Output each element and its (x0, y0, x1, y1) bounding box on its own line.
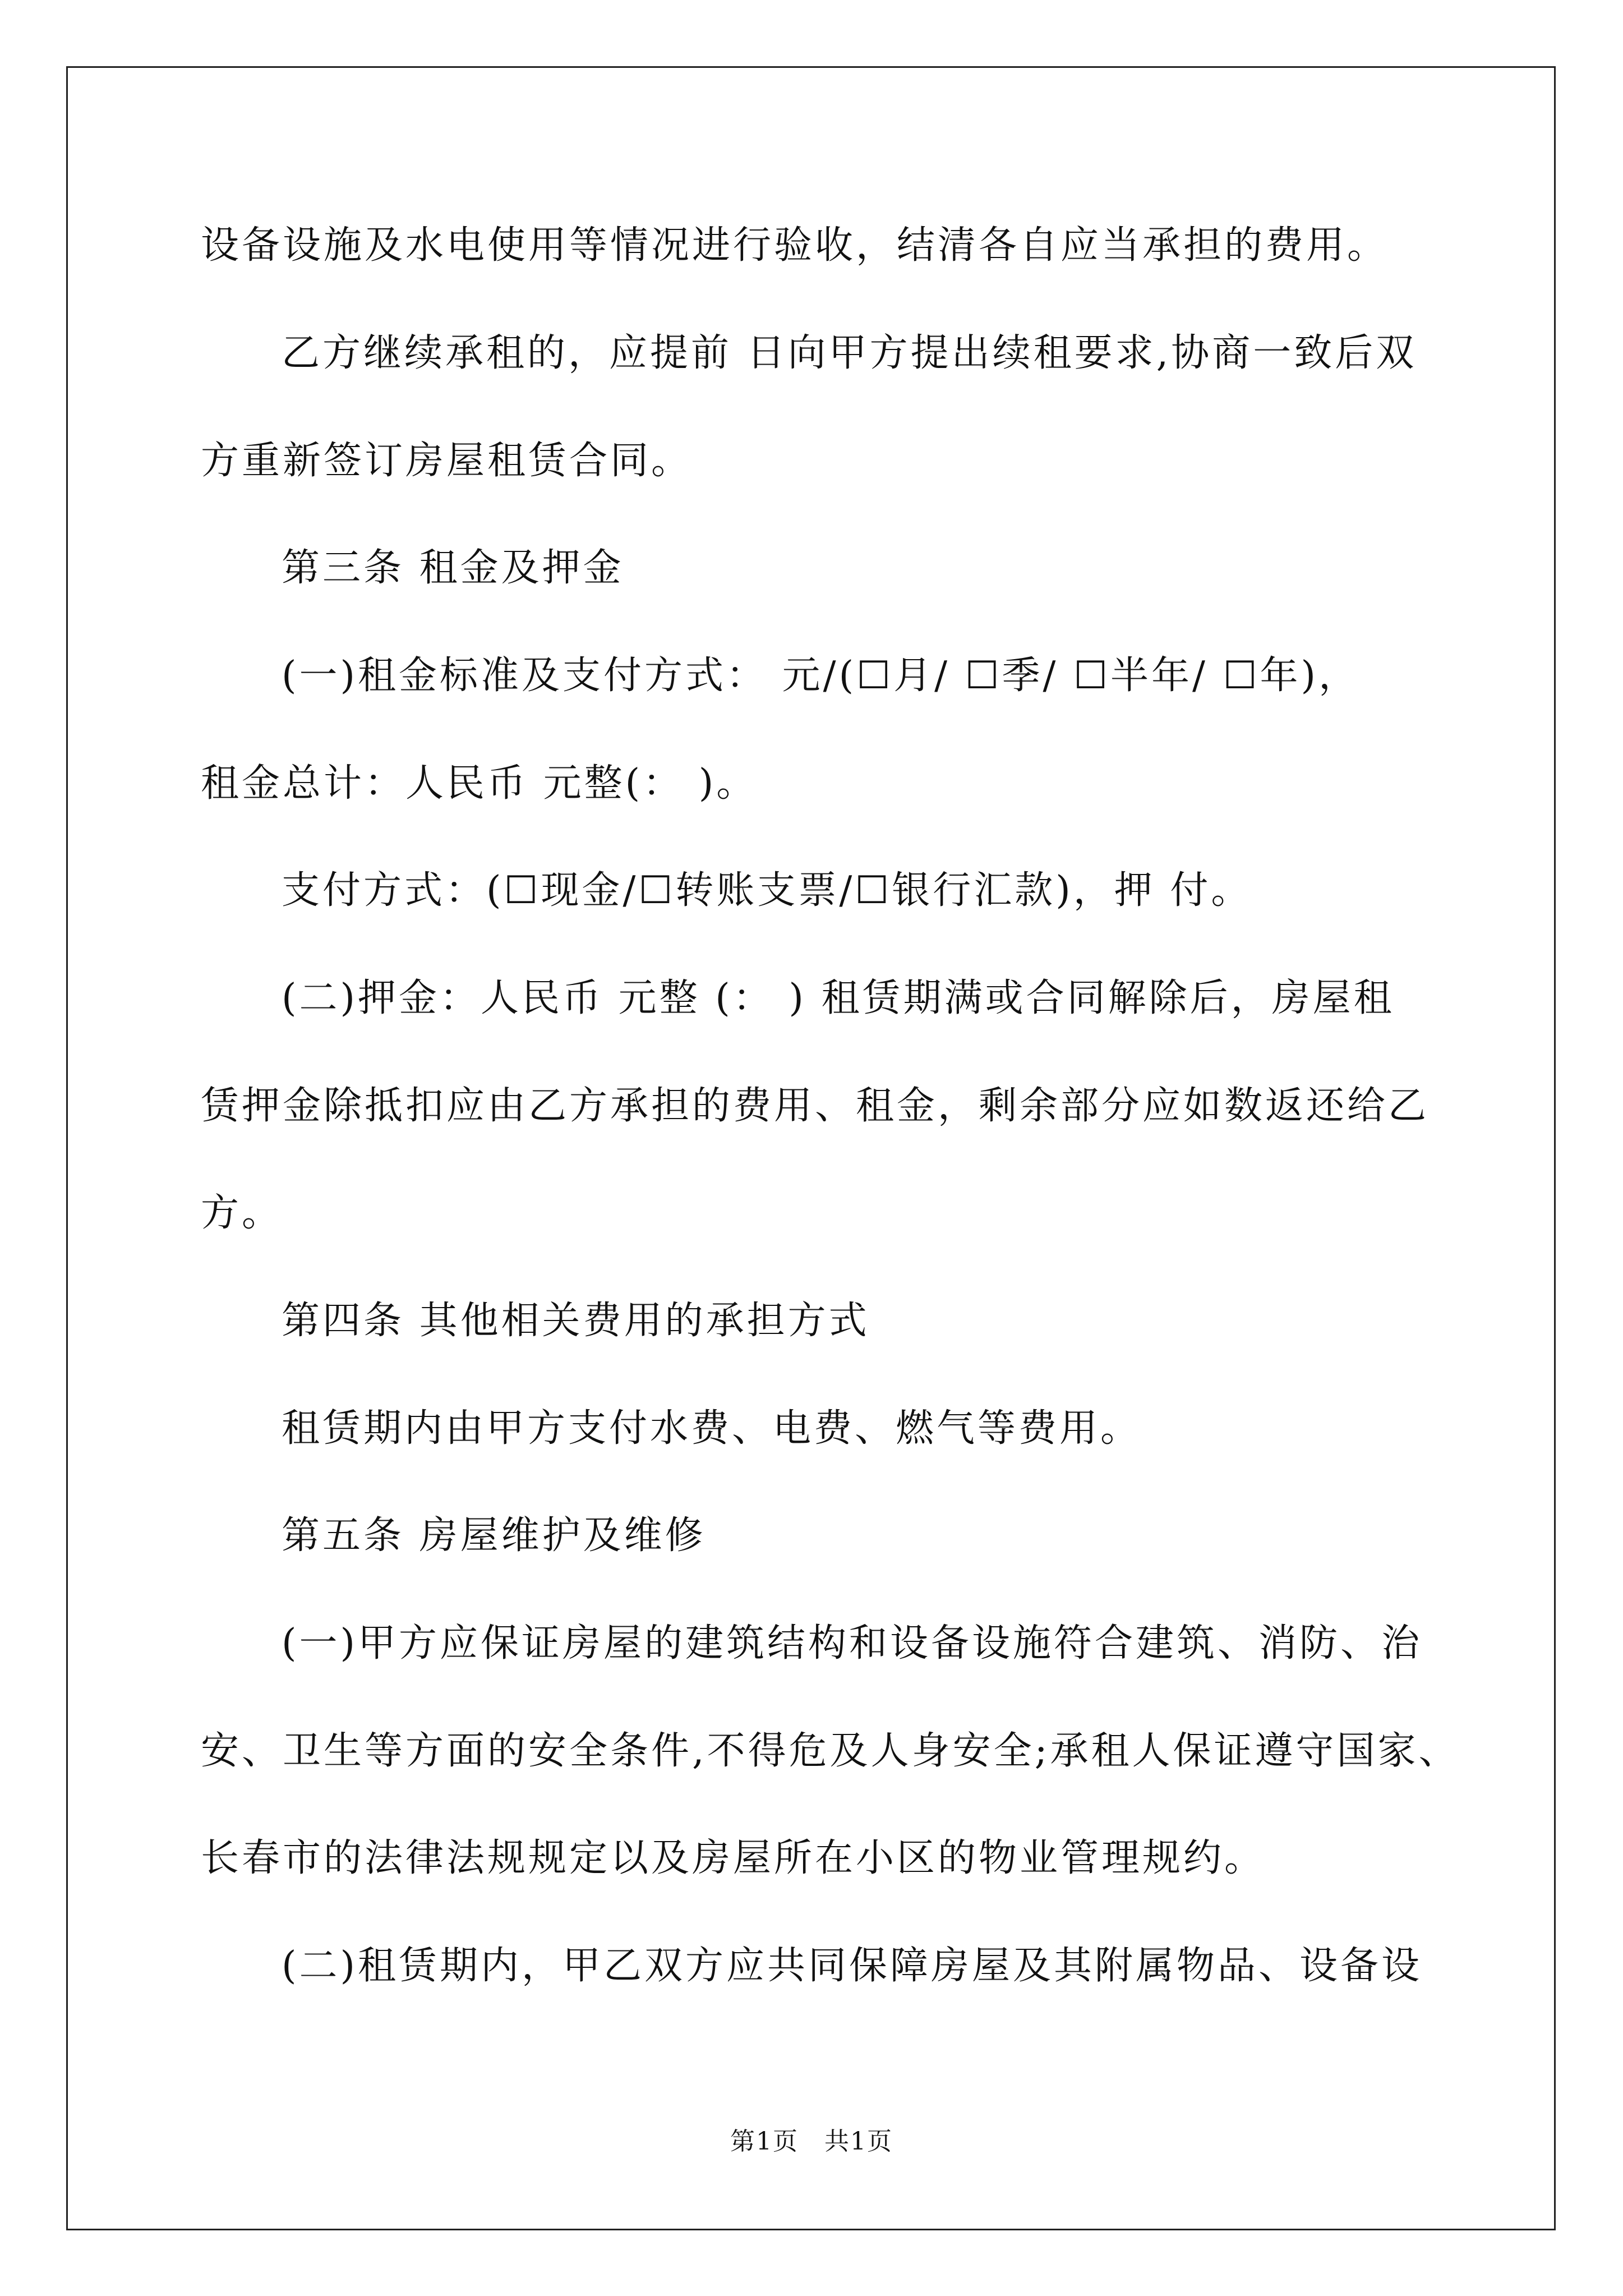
paragraph-line: 方。 (201, 1191, 283, 1235)
paragraph-line: (二)租赁期内，甲乙双方应共同保障房屋及其附属物品、设备设 (282, 1944, 1423, 1988)
section-heading: 第五条 房屋维护及维修 (282, 1513, 706, 1558)
page-footer: 第1页 共1页 (730, 2127, 893, 2156)
paragraph-line: 乙方继续承租的，应提前 日向甲方提出续租要求,协商一致后双 (282, 331, 1417, 375)
paragraph-line: 租赁期内由甲方支付水费、电费、燃气等费用。 (282, 1406, 1142, 1451)
paragraph-line: (一)甲方应保证房屋的建筑结构和设备设施符合建筑、消防、治 (282, 1621, 1423, 1665)
paragraph-line: 方重新签订房屋租赁合同。 (201, 439, 693, 483)
paragraph-line: 设备设施及水电使用等情况进行验收，结清各自应当承担的费用。 (201, 223, 1389, 268)
paragraph-line: 租金总计：人民币 元整(： )。 (201, 761, 758, 806)
paragraph-line: (二)押金：人民币 元整 (： ) 租赁期满或合同解除后，房屋租 (282, 976, 1395, 1020)
section-heading: 第四条 其他相关费用的承担方式 (282, 1299, 870, 1343)
paragraph-line: 赁押金除抵扣应由乙方承担的费用、租金，剩余部分应如数返还给乙 (201, 1084, 1430, 1128)
paragraph-line: 长春市的法律法规规定以及房屋所在小区的物业管理规约。 (201, 1836, 1266, 1880)
section-heading: 第三条 租金及押金 (282, 546, 624, 590)
paragraph-line: 安、卫生等方面的安全条件,不得危及人身安全;承租人保证遵守国家、 (201, 1729, 1460, 1773)
page-border (66, 66, 1556, 2230)
paragraph-line: 支付方式：(☐现金/☐转账支票/☐银行汇款)，押 付。 (282, 868, 1252, 913)
paragraph-line: (一)租金标准及支付方式： 元/(☐月/ ☐季/ ☐半年/ ☐年)， (282, 654, 1360, 698)
